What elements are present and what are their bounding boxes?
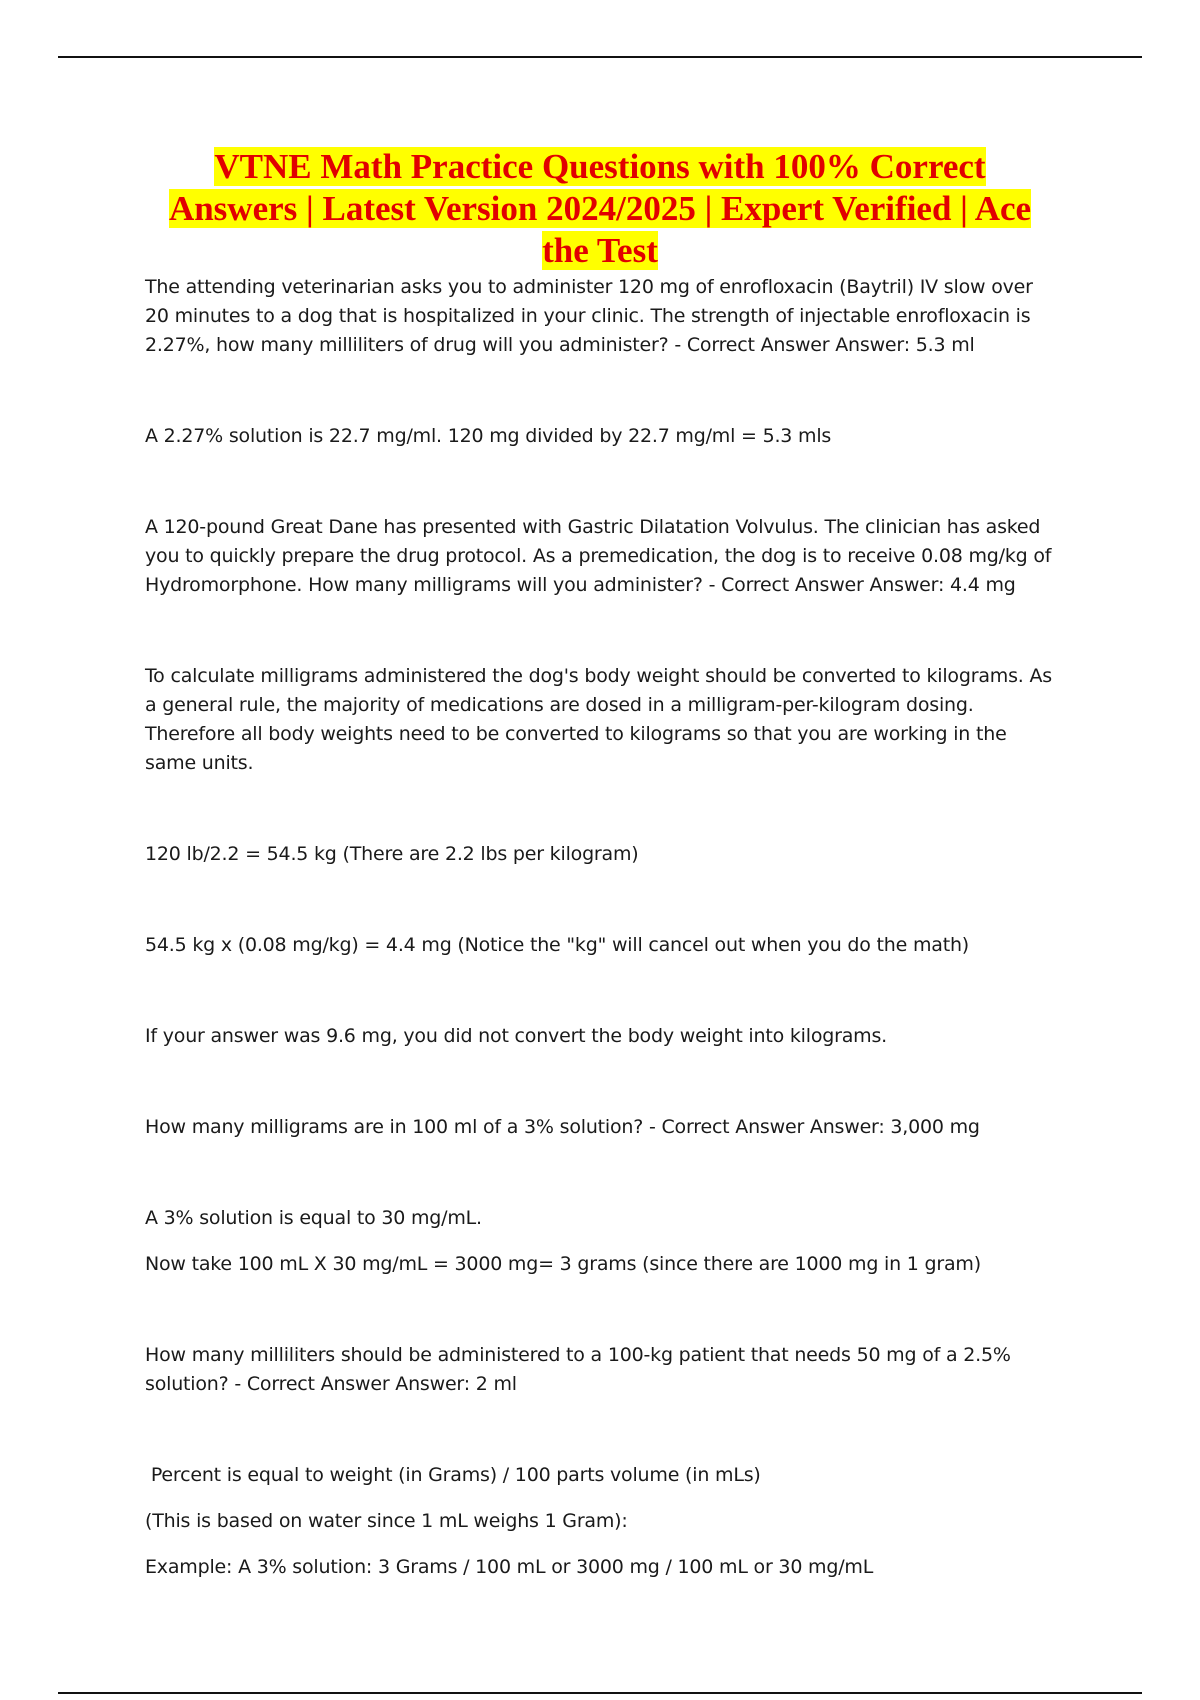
question-4: How many milliliters should be administered to a 100-kg patient that needs 50 mg of a 2.5% solution? - Correct Answer Answer: 2 ml: [145, 1344, 1011, 1395]
explanation-2-note: If your answer was 9.6 mg, you did not convert the body weight into kilograms.: [145, 1025, 888, 1047]
document-title: [150, 146, 1050, 272]
bottom-rule: [58, 1692, 1142, 1694]
title-text: VTNE Math Practice Questions with 100% Correct Answers | Latest Version 2024/2025 | Expert Verified | Ace the Test: [168, 147, 1032, 270]
explanation-2-step-2: 54.5 kg x (0.08 mg/kg) = 4.4 mg (Notice the "kg" will cancel out when you do the math): [145, 934, 970, 956]
explanation-1: A 2.27% solution is 22.7 mg/ml. 120 mg divided by 22.7 mg/ml = 5.3 mls: [145, 425, 832, 447]
explanation-4-note: (This is based on water since 1 mL weighs 1 Gram):: [145, 1510, 628, 1532]
explanation-4: Percent is equal to weight (in Grams) / 100 parts volume (in mLs): [145, 1464, 761, 1486]
question-3: How many milligrams are in 100 ml of a 3% solution? - Correct Answer Answer: 3,000 mg: [145, 1116, 980, 1138]
explanation-4-example: Example: A 3% solution: 3 Grams / 100 mL or 3000 mg / 100 mL or 30 mg/mL: [145, 1556, 874, 1578]
top-rule: [58, 56, 1142, 58]
document-body: [145, 273, 1060, 1582]
explanation-3: A 3% solution is equal to 30 mg/mL.: [145, 1207, 482, 1229]
explanation-3-step: Now take 100 mL X 30 mg/mL = 3000 mg= 3 grams (since there are 1000 mg in 1 gram): [145, 1253, 981, 1275]
question-1: The attending veterinarian asks you to administer 120 mg of enrofloxacin (Baytril) IV slow over 20 minutes to a dog that is hospitalized in your clinic. The strength of injectable enrofloxacin is 2.27%, how many milliliters of drug will you administer? - Correct Answer Answer: 5.3 ml: [145, 276, 1033, 356]
explanation-2: To calculate milligrams administered the dog's body weight should be converted to kilograms. As a general rule, the majority of medications are dosed in a milligram-per-kilogram dosing. Therefore all body weights need to be converted to kilograms so that you are working in the same units.: [145, 665, 1052, 774]
explanation-2-step-1: 120 lb/2.2 = 54.5 kg (There are 2.2 lbs per kilogram): [145, 843, 639, 865]
question-2: A 120-pound Great Dane has presented with Gastric Dilatation Volvulus. The clinician has asked you to quickly prepare the drug protocol. As a premedication, the dog is to receive 0.08 mg/kg of Hydromorphone. How many milligrams will you administer? - Correct Answer Answer: 4.4 mg: [145, 516, 1052, 596]
